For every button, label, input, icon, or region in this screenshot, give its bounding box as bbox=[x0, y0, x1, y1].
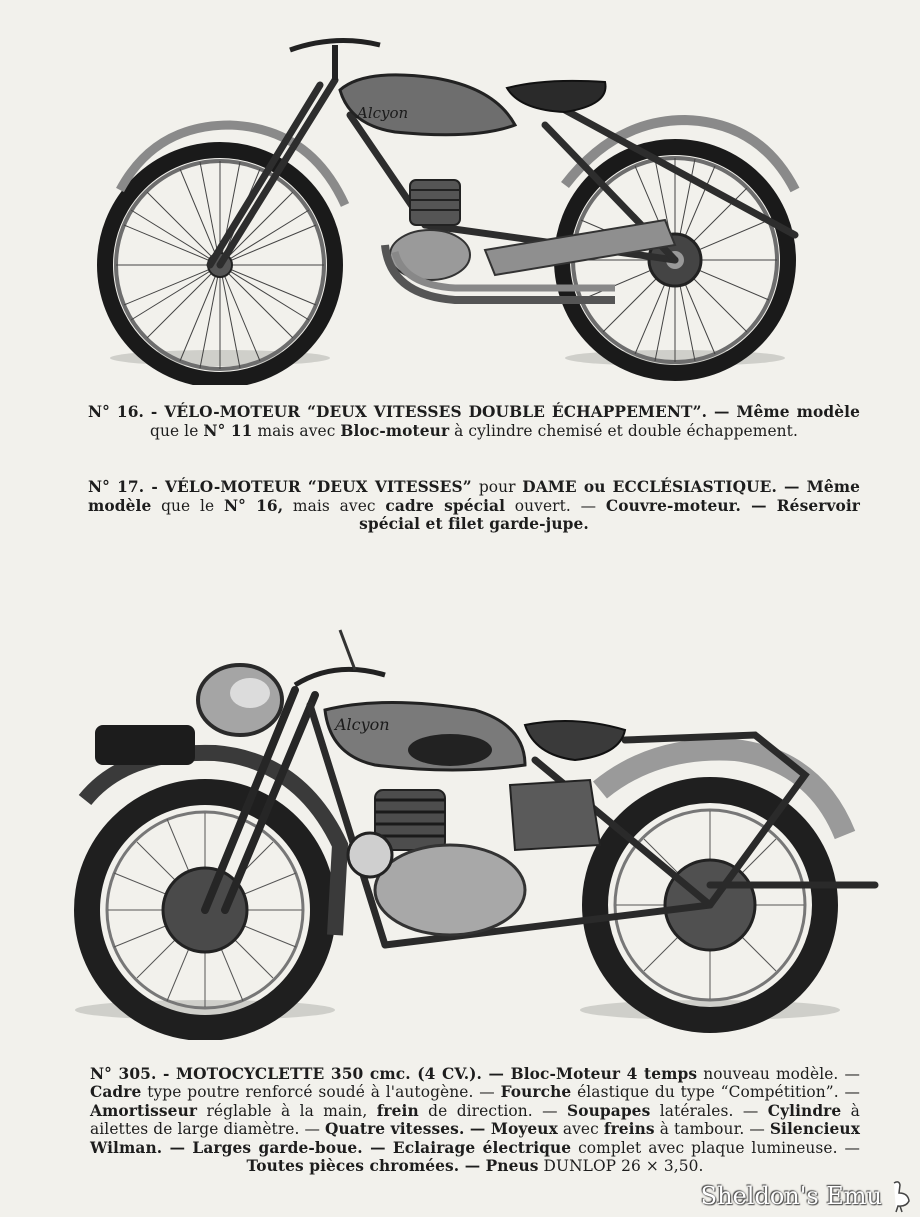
caption-text-run: Même modèle bbox=[729, 403, 860, 421]
item-description-no16 bbox=[88, 403, 860, 440]
item-description-no17 bbox=[88, 478, 860, 534]
caption-text-run: DUNLOP 26 × 3,50. bbox=[538, 1157, 704, 1176]
caption-text-run: nouveau modèle. — bbox=[697, 1065, 860, 1083]
caption-text-run: à ailettes de large diamètre. — bbox=[90, 1101, 860, 1139]
caption-text-run: que le bbox=[150, 421, 204, 440]
caption-text-run: Quatre vitesses. — Moyeux bbox=[325, 1120, 558, 1139]
caption-text-run: ouvert. — bbox=[505, 496, 606, 515]
caption-text-run: N° 16, bbox=[223, 496, 284, 515]
motocyclette-illustration bbox=[55, 615, 895, 1040]
caption-text-run: que le bbox=[151, 496, 224, 515]
caption-text-run: Bloc-moteur bbox=[340, 421, 450, 440]
caption-text-run: à cylindre chemisé et double échappement. bbox=[449, 421, 798, 440]
caption-text-run: N° 305. - MOTOCYCLETTE 350 cmc. (4 CV.). — Bloc-Moteur 4 temps bbox=[90, 1065, 698, 1083]
caption-text-run: frein bbox=[376, 1101, 419, 1120]
caption-text-run: élastique du type “Compétition”. — bbox=[571, 1083, 860, 1102]
caption-text-run: N° 11 bbox=[203, 421, 253, 440]
emu-icon bbox=[886, 1179, 912, 1213]
caption-text-run: latérales. — bbox=[650, 1101, 768, 1120]
caption-text-run: avec bbox=[557, 1120, 604, 1139]
caption-text-run: Cadre bbox=[90, 1083, 142, 1102]
caption-text-run: Silencieux Wilman. — Larges garde-boue. — Eclairage électrique bbox=[90, 1120, 860, 1157]
caption-text-run: freins bbox=[603, 1120, 655, 1139]
caption-text-run: mais avec bbox=[283, 496, 386, 515]
caption-text-run: Fourche bbox=[500, 1083, 572, 1102]
caption-text-run: Amortisseur bbox=[90, 1101, 198, 1120]
caption-text-run: pour bbox=[478, 478, 523, 496]
caption-text-run: N° 17. - VÉLO-MOTEUR “DEUX VITESSES” bbox=[88, 478, 479, 496]
caption-text-run: cadre spécial bbox=[385, 496, 506, 515]
velomoteur-illustration bbox=[95, 20, 845, 385]
caption-text-run: Cylindre bbox=[767, 1101, 842, 1120]
watermark-text: Sheldon's Emu bbox=[700, 1182, 882, 1210]
caption-text-run: N° 16. - VÉLO-MOTEUR “DEUX VITESSES DOUBLE ÉCHAPPEMENT”. — bbox=[88, 403, 730, 421]
caption-text-run: Toutes pièces chromées. — Pneus bbox=[246, 1157, 539, 1176]
caption-text-run: Soupapes bbox=[567, 1101, 651, 1120]
caption-text-run: DAME ou ECCLÉSIASTIQUE. — Même modèle bbox=[88, 478, 860, 515]
caption-text-run: réglable à la main, bbox=[197, 1101, 377, 1120]
watermark bbox=[701, 1179, 912, 1213]
caption-text-run: complet avec plaque lumineuse. — bbox=[571, 1138, 860, 1157]
moto-tank-logo-script: Alcyon bbox=[335, 715, 390, 734]
caption-text-run: de direction. — bbox=[418, 1101, 568, 1120]
item-description-no305 bbox=[90, 1065, 860, 1175]
tank-logo-script: Alcyon bbox=[357, 104, 409, 122]
caption-text-run: mais avec bbox=[252, 421, 341, 440]
caption-text-run: à tambour. — bbox=[654, 1120, 770, 1139]
caption-text-run: type poutre renforcé soudé à l'autogène. — bbox=[141, 1083, 501, 1102]
caption-text-run: Couvre-moteur. — Réservoir spécial et filet garde-jupe. bbox=[359, 496, 861, 534]
